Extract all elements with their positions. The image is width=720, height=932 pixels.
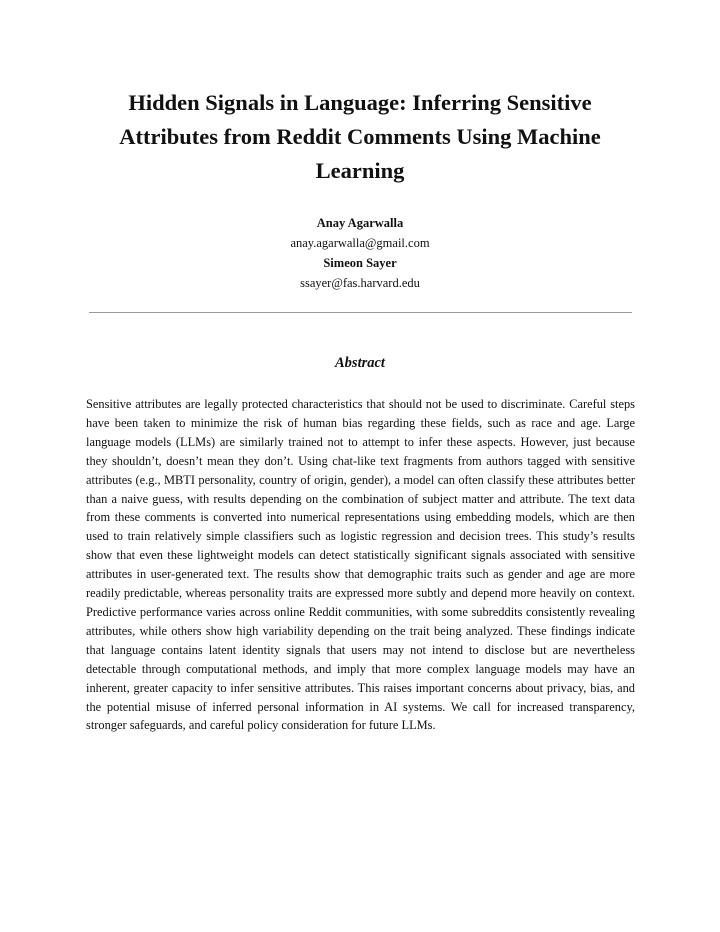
author-name: Anay Agarwalla (316, 216, 404, 230)
author-email: ssayer@fas.harvard.edu (300, 276, 420, 290)
abstract-heading: Abstract (335, 355, 385, 371)
author-block (90, 213, 630, 293)
paper-title: Hidden Signals in Language: Inferring Sensitive Attributes from Reddit Comments Using Machine Learning (119, 90, 601, 183)
section-divider (89, 312, 632, 313)
abstract-body: Sensitive attributes are legally protected characteristics that should not be used to discriminate. Careful steps have been taken to minimize the risk of human bias regarding these fields, such as race and age. Large language models (LLMs) are similarly trained not to attempt to infer these aspects. However, just because they shouldn’t, doesn’t mean they don’t. Using chat-like text fragments from authors tagged with sensitive attributes (e.g., MBTI personality, country of origin, gender), a model can often classify these attributes better than a naive guess, with results depending on the combination of subject matter and attribute. The text data from these comments is converted into numerical representations using embedding models, which are then used to train relatively simple classifiers such as logistic regression and decision trees. This study’s results show that even these lightweight models can detect statistically significant signals associated with sensitive attributes in user-generated text. The results show that demographic traits such as gender and age are more readily predictable, whereas personality traits are expressed more subtly and depend more heavily on context. Predictive performance varies across online Reddit communities, with some subreddits consistently revealing attributes, while others show high variability depending on the trait being analyzed. These findings indicate that language contains latent identity signals that users may not intend to disclose but are nevertheless detectable through computational methods, and imply that more complex language models may have an inherent, greater capacity to infer sensitive attributes. This raises important concerns about privacy, bias, and the potential misuse of inferred personal information in AI systems. We call for increased transparency, stronger safeguards, and careful policy consideration for future LLMs. (86, 397, 635, 733)
author-name: Simeon Sayer (323, 256, 397, 270)
author-email: anay.agarwalla@gmail.com (290, 236, 430, 250)
